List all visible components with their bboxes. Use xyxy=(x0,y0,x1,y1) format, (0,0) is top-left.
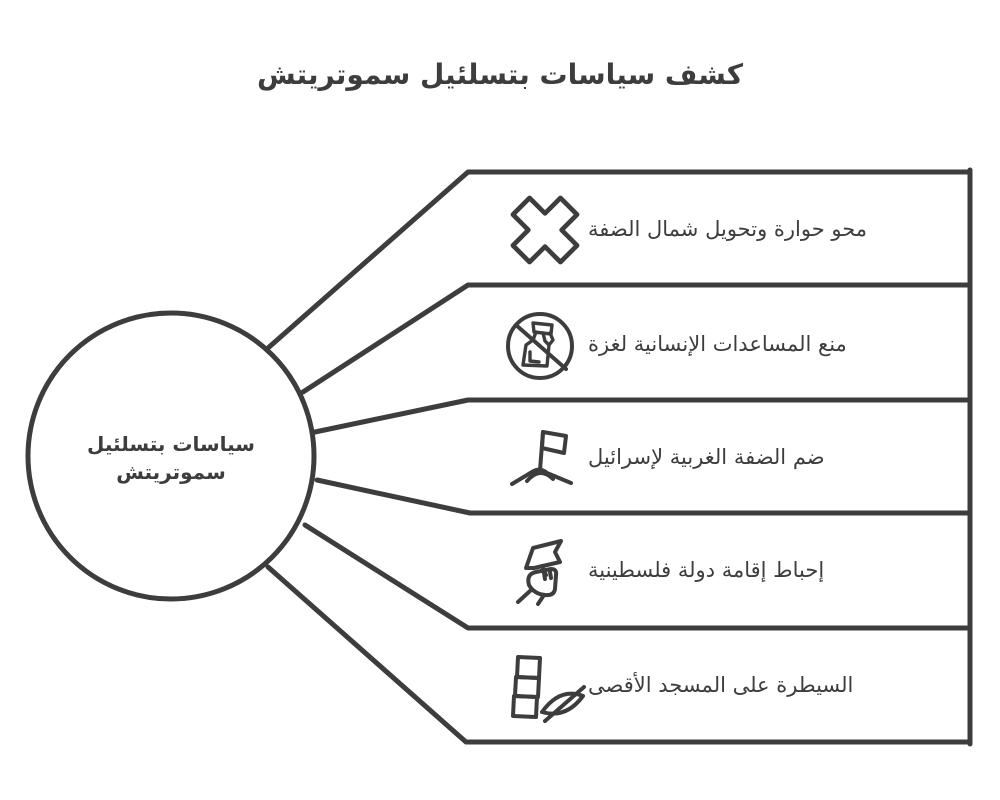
page-title: كشف سياسات بتسلئيل سموتريتش xyxy=(256,58,744,91)
branch-label-3: ضم الضفة الغربية لإسرائيل xyxy=(588,445,825,469)
branch-label-5: السيطرة على المسجد الأقصى xyxy=(588,673,854,697)
minaret-eye-slash-icon xyxy=(513,657,584,721)
branch-label-4: إحباط إقامة دولة فلسطينية xyxy=(588,558,825,582)
center-node-label-line2: سموتريتش xyxy=(116,460,226,484)
no-aid-carton-icon xyxy=(508,314,572,378)
connector-line-4 xyxy=(317,480,970,513)
connector-line-3 xyxy=(315,400,970,432)
connector-line-1 xyxy=(268,172,970,348)
connector-line-6 xyxy=(268,567,970,742)
center-node-label xyxy=(28,430,314,486)
branch-label-1: محو حوارة وتحويل شمال الضفة xyxy=(588,217,868,241)
branch-label-2: منع المساعدات الإنسانية لغزة xyxy=(588,332,847,356)
flag-on-hill-icon xyxy=(512,432,571,484)
x-cross-icon xyxy=(497,182,592,277)
center-node-label-line1: سياسات بتسلئيل xyxy=(87,432,255,456)
hand-holding-flag-icon xyxy=(518,541,561,604)
